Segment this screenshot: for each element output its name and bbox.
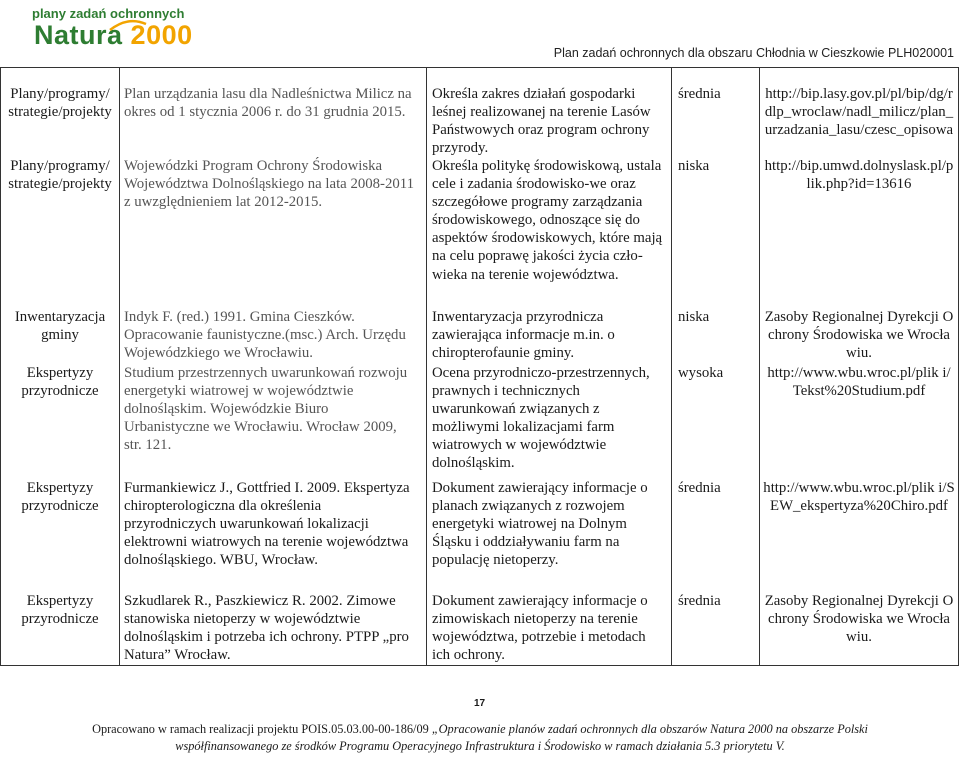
table-row (1, 68, 959, 666)
title-item: Furmankiewicz J., Gottfried I. 2009. Ekspertyza chiropterologiczna dla określenia przyrodniczych uwarunkowań lokalizacji elektrowni wiatrowych na terenie województwa dolnośląskiego. WBU, Wrocław. (124, 480, 410, 569)
description-item: Dokument zawierający informacje o zimowiskach nietoperzy na terenie województwa, potrzebie i metodach ich ochrony. (432, 593, 648, 664)
source-link[interactable]: http://www.wbu.wroc.pl/plik i/SEW_ekspertyza%20Chiro.pdf (763, 480, 955, 515)
logo-subtitle: plany zadań ochronnych (32, 6, 185, 21)
description-item: Ocena przyrodniczo-przestrzennych, prawnych i technicznych uwarunkowań związanych z możliwymi lokalizacjami farm wiatrowych w województwie dolnośląskim. (432, 365, 650, 472)
logo-word-natura: Natura (34, 20, 123, 50)
title-item: Wojewódzki Program Ochrony Środowiska Województwa Dolnośląskiego na lata 2008-2011 z uwzględnieniem lat 2012-2015. (124, 158, 415, 211)
description-item: Inwentaryzacja przyrodnicza zawierająca informacje m.in. o chiropterofaunie gminy. (432, 309, 615, 362)
source-link[interactable]: http://bip.umwd.dolnyslask.pl/plik.php?id=13616 (764, 158, 954, 193)
source-item: Zasoby Regionalnej Dyrekcji Ochrony Środowiska we Wrocławiu. (764, 309, 954, 362)
logo-word-2000: 2000 (130, 20, 193, 50)
logo-swoosh-icon (108, 18, 148, 32)
table-cell-relevance (672, 68, 760, 666)
description-item: Określa zakres działań gospodarki leśnej realizowanej na terenie Lasów Państwowych oraz program ochrony przyrody. (432, 86, 651, 157)
type-item: Ekspertyzy przyrodnicze (21, 593, 99, 628)
relevance-item: niska (678, 309, 710, 325)
type-item: Plany/programy/ strategie/projekty (8, 86, 112, 121)
source-link[interactable]: http://bip.lasy.gov.pl/pl/bip/dg/rdlp_wroclaw/nadl_milicz/plan_urzadzania_lasu/czesc_opisowa (764, 86, 954, 139)
natura-2000-logo (28, 6, 218, 52)
title-item: Szkudlarek R., Paszkiewicz R. 2002. Zimowe stanowiska nietoperzy w województwie dolnośląskim i potrzeba ich ochrony. PTPP „pro Natura” Wrocław. (124, 593, 409, 664)
page-footer (0, 721, 960, 755)
table-cell-source (760, 68, 959, 666)
source-link[interactable]: http://www.wbu.wroc.pl/plik i/Tekst%20Studium.pdf (767, 365, 951, 400)
description-item: Określa politykę środowiskową, ustala cele i zadania środowisko-we oraz szczegółowe programy zarządzania środowiskowego, odnoszące się do aspektów środowiskowych, które mają na celu poprawę jakości życia czło-wieka na terenie województwa. (432, 158, 663, 283)
relevance-item: wysoka (678, 365, 724, 381)
page-number: 17 (474, 698, 486, 709)
plans-table (0, 67, 959, 666)
document-running-title: Plan zadań ochronnych dla obszaru Chłodnia w Cieszkowie PLH020001 (553, 46, 954, 60)
type-item: Ekspertyzy przyrodnicze (21, 480, 99, 515)
table-cell-description (427, 68, 672, 666)
footer-line-2 (0, 738, 960, 755)
title-item: Plan urządzania lasu dla Nadleśnictwa Milicz na okres od 1 stycznia 2006 r. do 31 grudnia 2015. (124, 86, 412, 121)
footer-project-text: Opracowano w ramach realizacji projektu POIS.05.03.00-00-186/09 (92, 722, 429, 736)
title-item: Indyk F. (red.) 1991. Gmina Cieszków. Opracowanie faunistyczne.(msc.) Arch. Urzędu Wojewódzkiego we Wrocławiu. (124, 309, 406, 362)
type-item: Inwentaryzacja gminy (14, 309, 106, 344)
relevance-item: średnia (678, 480, 721, 496)
title-item: Studium przestrzennych uwarunkowań rozwoju energetyki wiatrowej w województwie dolnośląskim. Wojewódzkie Biuro Urbanistyczne we Wrocławiu. Wrocław 2009, str. 121. (124, 365, 408, 454)
type-item: Plany/programy/ strategie/projekty (8, 158, 112, 193)
footer-project-title: „Opracowanie planów zadań ochronnych dla obszarów Natura 2000 na obszarze Polski (428, 722, 868, 736)
table-cell-title (120, 68, 427, 666)
type-item: Ekspertyzy przyrodnicze (21, 365, 99, 400)
footer-line-1 (0, 721, 960, 738)
relevance-item: niska (678, 158, 710, 174)
page-header (0, 0, 960, 68)
footer-funding-text: współfinansowanego ze środków Programu Operacyjnego Infrastruktura i Środowisko w ramach działania 5.3 priorytetu V. (175, 739, 785, 753)
relevance-item: średnia (678, 86, 721, 102)
description-item: Dokument zawierający informacje o planach związanych z rozwojem energetyki wiatrowej na Dolnym Śląsku i oddziaływaniu farm na populację nietoperzy. (432, 480, 648, 569)
relevance-item: średnia (678, 593, 721, 609)
table-cell-type (1, 68, 120, 666)
source-item: Zasoby Regionalnej Dyrekcji Ochrony Środowiska we Wrocławiu. (764, 593, 954, 646)
